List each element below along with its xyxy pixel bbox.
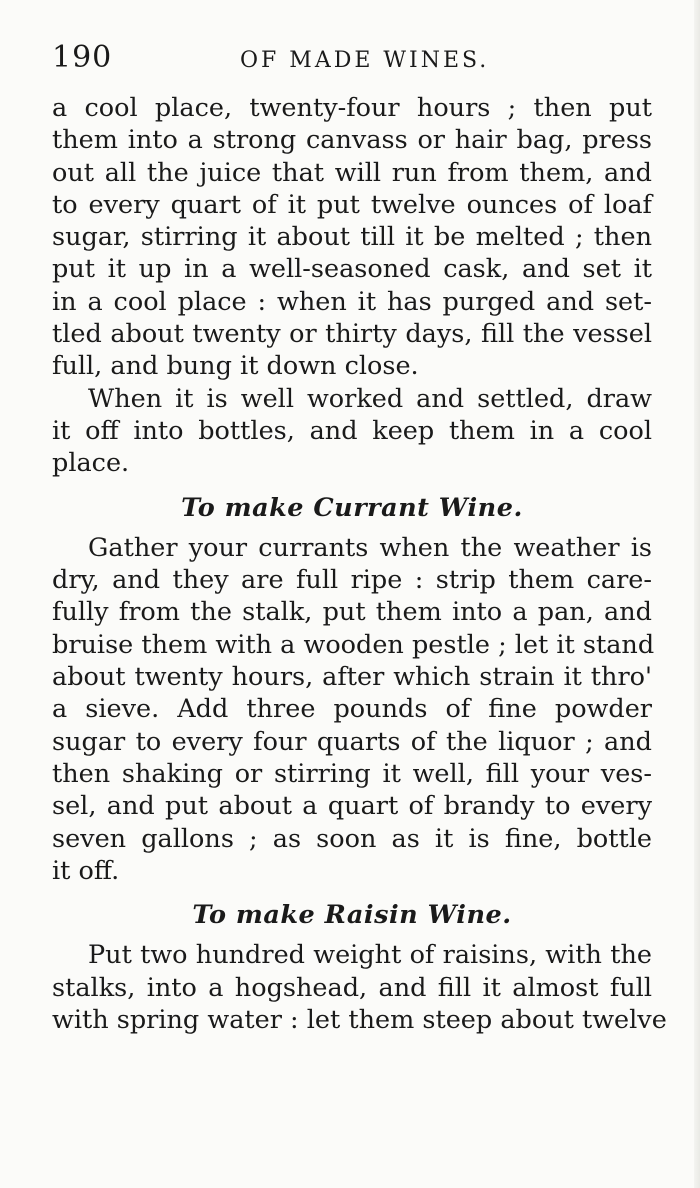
paragraph-continued (52, 92, 652, 383)
text-line: about twenty hours, after which strain it thro' (52, 662, 652, 693)
page-header (52, 40, 652, 80)
text-line: Gather your currants when the weather is (88, 532, 652, 563)
text-line: When it is well worked and settled, draw (88, 383, 652, 414)
text-line: them into a strong canvass or hair bag, press (52, 125, 652, 156)
text-line: in a cool place : when it has purged and set- (52, 286, 652, 317)
text-line: Put two hundred weight of raisins, with the (88, 940, 652, 971)
text-line: it off. (52, 855, 120, 886)
text-line: with spring water : let them steep about twelve (52, 1005, 667, 1036)
page-edge (694, 0, 700, 1188)
text-line: out all the juice that will run from them, and (52, 157, 652, 188)
text-line: fully from the stalk, put them into a pan, and (52, 597, 652, 628)
text-line: stalks, into a hogshead, and fill it almost full (52, 972, 652, 1003)
text-line: sugar, stirring it about till it be melted ; then (52, 222, 652, 253)
text-line: a cool place, twenty-four hours ; then put (52, 93, 652, 123)
paragraph-currant (52, 532, 655, 887)
page-body (52, 92, 667, 1036)
text-line: sel, and put about a quart of brandy to every (52, 791, 652, 822)
text-line: bruise them with a wooden pestle ; let it stand (52, 629, 655, 660)
text-line: sugar to every four quarts of the liquor ; and (52, 726, 652, 757)
text-line: it off into bottles, and keep them in a cool (52, 415, 652, 446)
text-line: full, and bung it down close. (52, 351, 419, 382)
page-number: 190 (52, 40, 113, 75)
paragraph-raisin (52, 939, 667, 1036)
text-line: tled about twenty or thirty days, fill the vessel (52, 319, 652, 350)
text-line: to every quart of it put twelve ounces of loaf (52, 189, 652, 220)
text-line: a sieve. Add three pounds of fine powder (52, 694, 652, 725)
text-line: seven gallons ; as soon as it is fine, bottle (52, 823, 652, 854)
text-line: dry, and they are full ripe : strip them care- (52, 565, 652, 596)
text-line: put it up in a well-seasoned cask, and set it (52, 254, 652, 285)
recipe-heading-currant: To make Currant Wine. (181, 492, 523, 523)
paragraph-bottling (52, 383, 652, 480)
recipe-heading-raisin: To make Raisin Wine. (192, 900, 512, 931)
text-line: place. (52, 448, 130, 479)
text-line: then shaking or stirring it well, fill your ves- (52, 758, 652, 789)
running-title: OF MADE WINES. (240, 48, 490, 73)
